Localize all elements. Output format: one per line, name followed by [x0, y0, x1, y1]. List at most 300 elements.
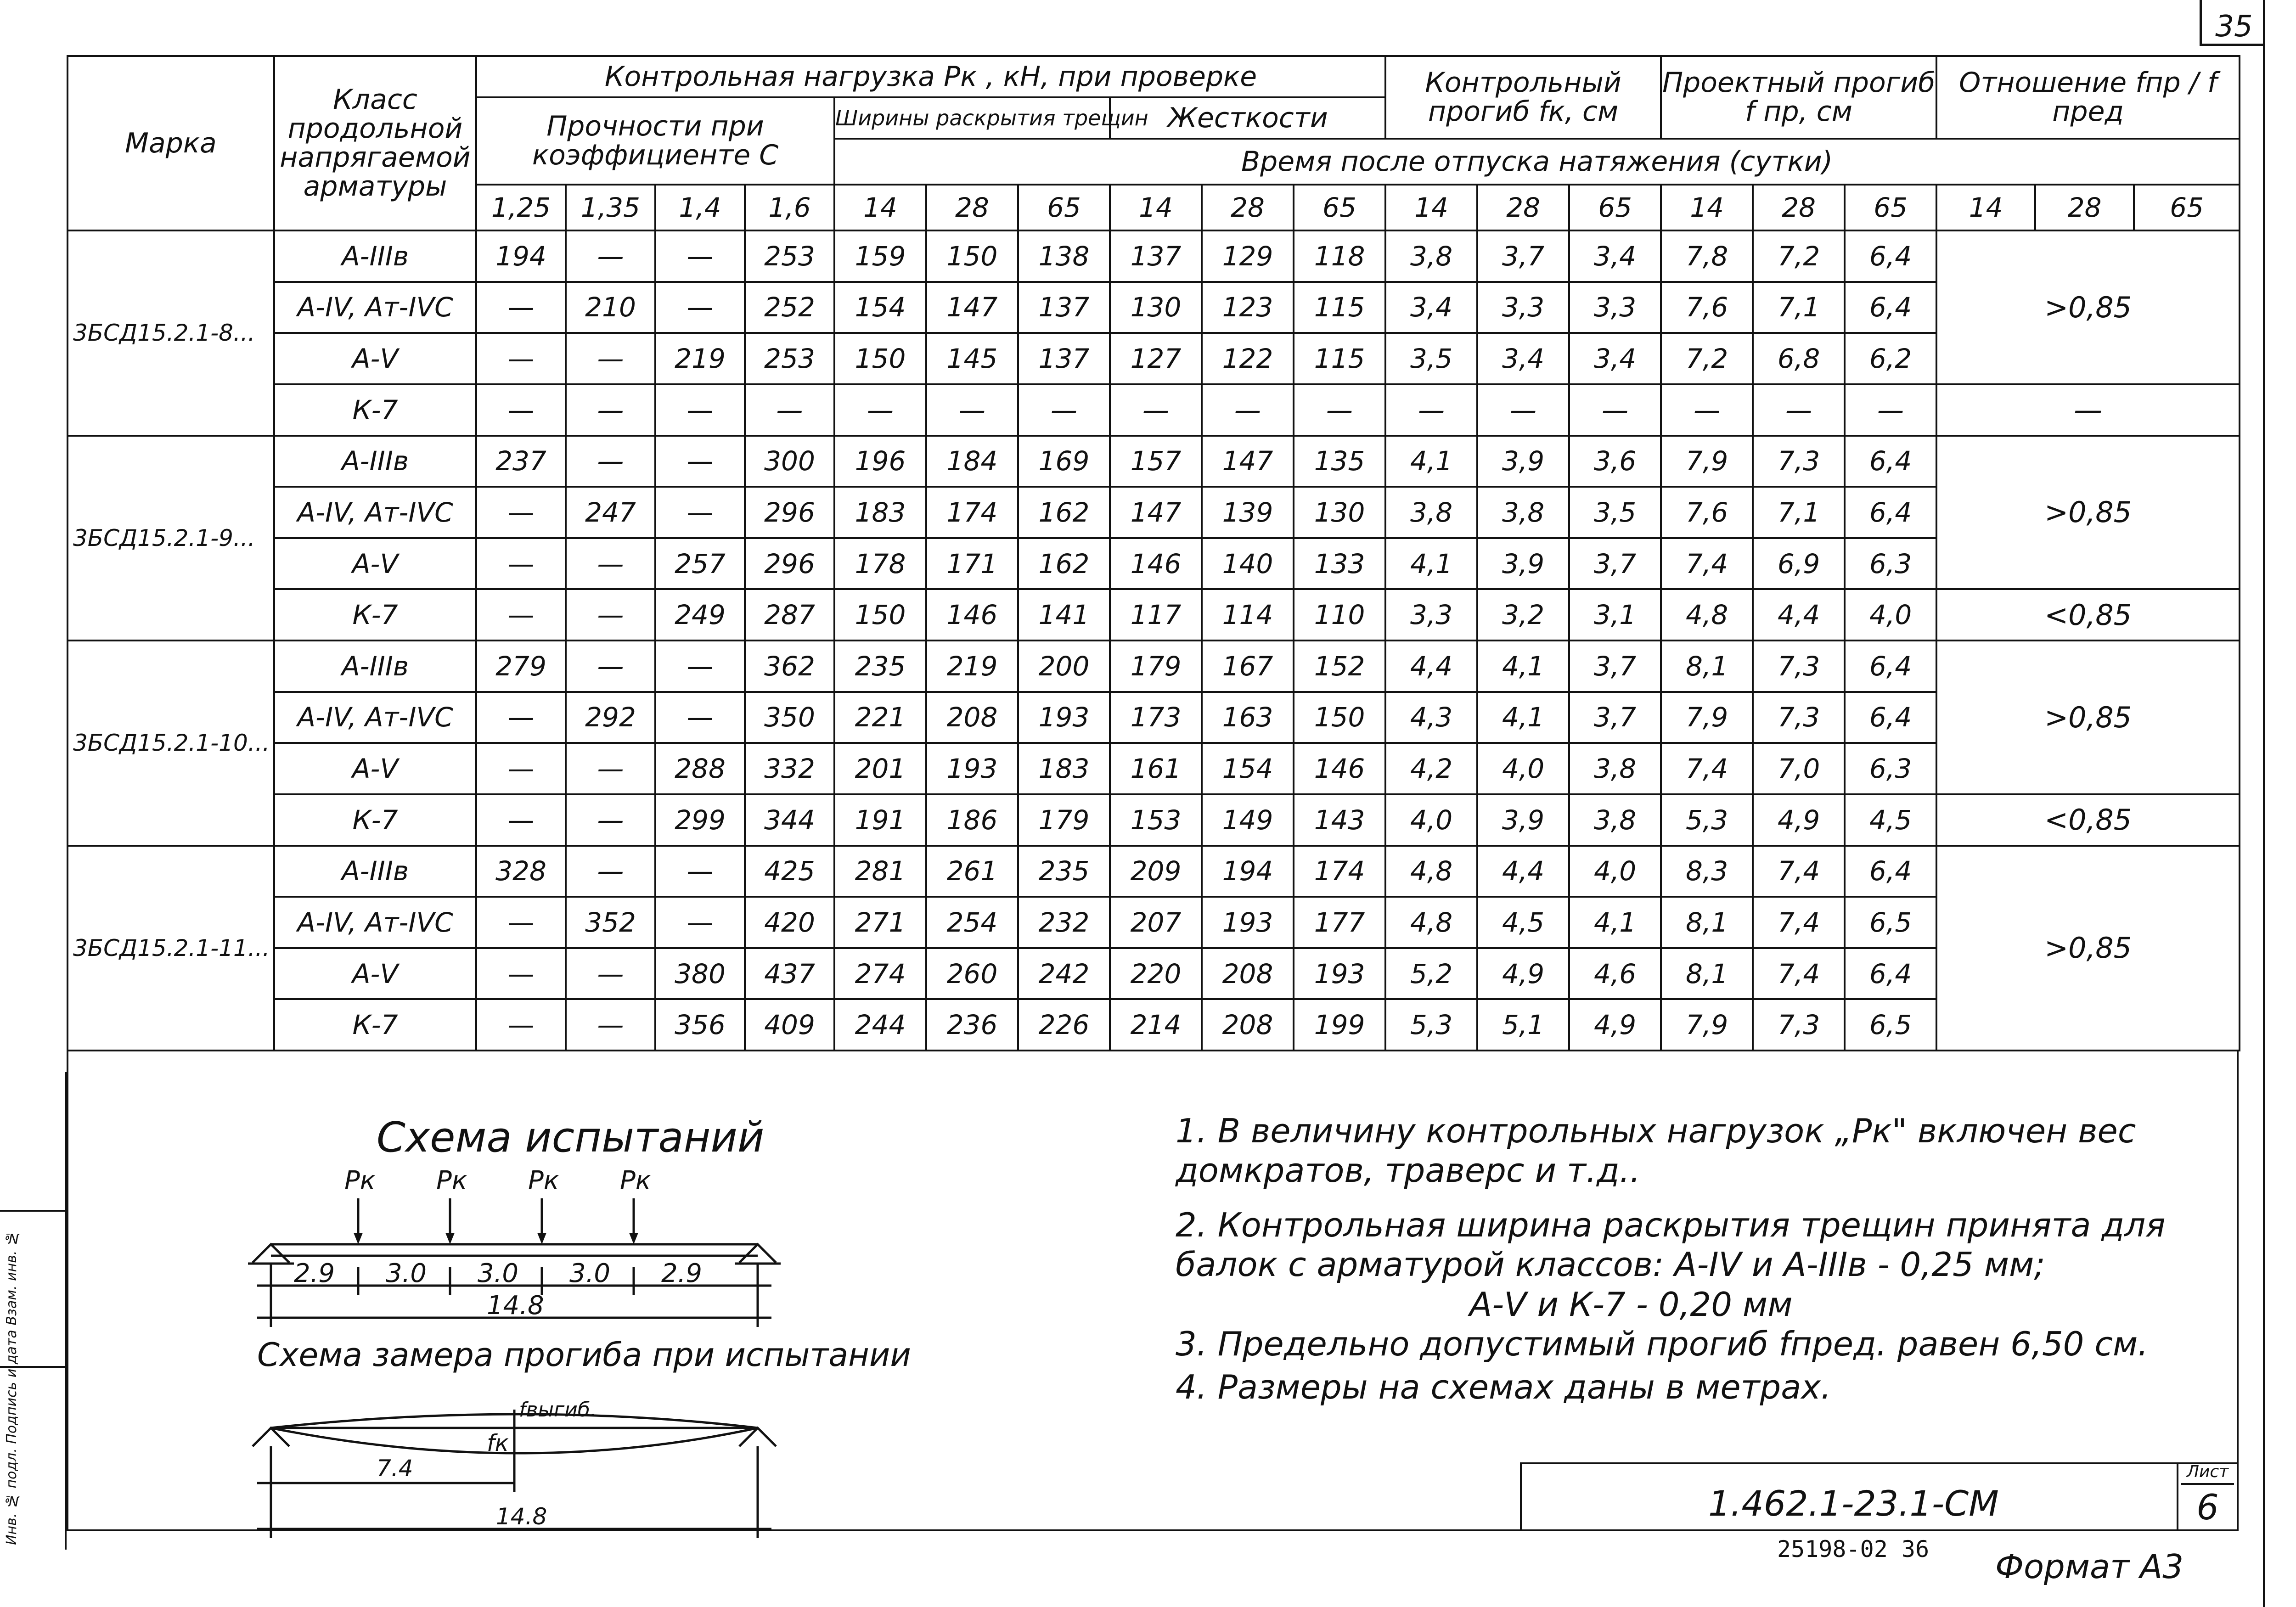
value-cell: 220	[1110, 948, 1202, 1000]
value-cell: 4,1	[1477, 692, 1569, 743]
value-cell: 3,3	[1569, 282, 1661, 333]
value-cell: —	[566, 230, 655, 282]
value-cell: —	[476, 794, 566, 846]
value-cell: 184	[926, 436, 1018, 487]
value-cell: 137	[1110, 230, 1202, 282]
value-cell: 173	[1110, 692, 1202, 743]
mark-cell: 3БСД15.2.1-8...	[68, 230, 274, 436]
day-value: 14	[1385, 185, 1477, 230]
value-cell: 7,2	[1753, 230, 1845, 282]
value-cell: 152	[1294, 641, 1385, 692]
mark-cell: 3БСД15.2.1-9...	[68, 436, 274, 641]
header-stiffness: Жесткости	[1110, 97, 1385, 139]
table-row	[68, 538, 2240, 590]
value-cell: 242	[1018, 948, 1110, 1000]
value-cell: 110	[1294, 589, 1385, 641]
value-cell: —	[566, 743, 655, 794]
value-cell: 380	[655, 948, 745, 1000]
value-cell: 362	[745, 641, 834, 692]
value-cell: 147	[1110, 487, 1202, 538]
value-cell: 4,6	[1569, 948, 1661, 1000]
value-cell: 194	[476, 230, 566, 282]
value-cell: 4,8	[1661, 589, 1753, 641]
value-cell: 146	[1110, 538, 1202, 590]
value-cell: 425	[745, 846, 834, 897]
value-cell: 5,3	[1661, 794, 1753, 846]
header-control-load: Контрольная нагрузка Pк , кН, при проверке	[476, 56, 1385, 97]
value-cell: —	[1202, 384, 1294, 436]
table-row	[68, 333, 2240, 384]
right-margin-rule	[2263, 0, 2265, 1607]
value-cell: 179	[1018, 794, 1110, 846]
value-cell: 7,8	[1661, 230, 1753, 282]
value-cell: —	[566, 384, 655, 436]
value-cell: 153	[1110, 794, 1202, 846]
value-cell: 221	[834, 692, 926, 743]
c-value: 1,25	[476, 185, 566, 230]
load-label: Pк	[344, 1166, 376, 1196]
ratio-cell: <0,85	[1936, 589, 2240, 641]
value-cell: 5,2	[1385, 948, 1477, 1000]
deflection-scheme-title: Схема замера прогиба при испытании	[257, 1336, 911, 1374]
value-cell: 208	[1202, 999, 1294, 1051]
note-1: 1. В величину контрольных нагрузок „Pк" включен вес домкратов, траверс и т.д..	[1176, 1112, 2136, 1190]
value-cell: 3,8	[1477, 487, 1569, 538]
value-cell: 4,0	[1477, 743, 1569, 794]
table-row	[68, 282, 2240, 333]
value-cell: 162	[1018, 538, 1110, 590]
value-cell: 292	[566, 692, 655, 743]
value-cell: 6,3	[1845, 743, 1936, 794]
value-cell: 3,4	[1477, 333, 1569, 384]
value-cell: 147	[1202, 436, 1294, 487]
value-cell: 296	[745, 538, 834, 590]
value-cell: 253	[745, 230, 834, 282]
value-cell: 118	[1294, 230, 1385, 282]
value-cell: 3,6	[1569, 436, 1661, 487]
scheme-title: Схема испытаний	[377, 1113, 765, 1162]
value-cell: 4,0	[1385, 794, 1477, 846]
value-cell: 154	[834, 282, 926, 333]
value-cell: —	[476, 538, 566, 590]
value-cell: 296	[745, 487, 834, 538]
table-row	[68, 487, 2240, 538]
value-cell: 288	[655, 743, 745, 794]
value-cell: 4,9	[1477, 948, 1569, 1000]
document-code: 1.462.1-23.1-СМ	[1708, 1483, 1999, 1524]
half-span-label: 7.4	[377, 1455, 413, 1482]
value-cell: 3,4	[1385, 282, 1477, 333]
value-cell: 6,8	[1753, 333, 1845, 384]
value-cell: 200	[1018, 641, 1110, 692]
value-cell: 4,3	[1385, 692, 1477, 743]
deflection-label: fк	[487, 1430, 509, 1456]
c-value: 1,4	[655, 185, 745, 230]
value-cell: —	[476, 384, 566, 436]
header-design-deflection: Проектный прогиб f пр, см	[1661, 56, 1936, 139]
table-row	[68, 999, 2240, 1051]
ratio-cell: >0,85	[1936, 436, 2240, 590]
value-cell: 261	[926, 846, 1018, 897]
value-cell: —	[1477, 384, 1569, 436]
value-cell: 3,5	[1385, 333, 1477, 384]
value-cell: 150	[834, 589, 926, 641]
value-cell: 150	[834, 333, 926, 384]
value-cell: 174	[1294, 846, 1385, 897]
value-cell: 3,4	[1569, 333, 1661, 384]
value-cell: 6,4	[1845, 436, 1936, 487]
value-cell: 7,3	[1753, 999, 1845, 1051]
support-right	[739, 1244, 776, 1263]
value-cell: 271	[834, 897, 926, 948]
value-cell: 193	[1018, 692, 1110, 743]
value-cell: —	[566, 846, 655, 897]
class-cell: А-V	[274, 948, 476, 1000]
value-cell: 3,8	[1569, 743, 1661, 794]
value-cell: 247	[566, 487, 655, 538]
support-left	[253, 1244, 289, 1263]
value-cell: 178	[834, 538, 926, 590]
class-cell: А-IIIв	[274, 230, 476, 282]
value-cell: —	[1294, 384, 1385, 436]
note-2: 2. Контрольная ширина раскрытия трещин принята для балок с арматурой классов: А-IV и А-IIIв - 0,25 мм;	[1176, 1205, 2166, 1284]
header-crack-width: Ширины раскрытия трещин	[834, 97, 1110, 139]
page-number: 35	[2215, 10, 2253, 44]
value-cell: —	[1110, 384, 1202, 436]
value-cell: 6,5	[1845, 897, 1936, 948]
day-value: 65	[2134, 185, 2240, 230]
value-cell: 7,4	[1753, 846, 1845, 897]
value-cell: 254	[926, 897, 1018, 948]
value-cell: 235	[834, 641, 926, 692]
value-cell: 420	[745, 897, 834, 948]
class-cell: А-IIIв	[274, 846, 476, 897]
value-cell: 4,8	[1385, 897, 1477, 948]
value-cell: —	[655, 487, 745, 538]
value-cell: 350	[745, 692, 834, 743]
value-cell: 257	[655, 538, 745, 590]
value-cell: 130	[1110, 282, 1202, 333]
value-cell: 214	[1110, 999, 1202, 1051]
value-cell: 6,2	[1845, 333, 1936, 384]
table-row	[68, 846, 2240, 897]
value-cell: 7,6	[1661, 487, 1753, 538]
value-cell: —	[655, 230, 745, 282]
value-cell: 4,9	[1569, 999, 1661, 1051]
ratio-cell: >0,85	[1936, 230, 2240, 384]
value-cell: 6,4	[1845, 692, 1936, 743]
value-cell: —	[476, 692, 566, 743]
value-cell: 115	[1294, 282, 1385, 333]
value-cell: 4,8	[1385, 846, 1477, 897]
value-cell: 162	[1018, 487, 1110, 538]
value-cell: —	[476, 487, 566, 538]
day-value: 28	[1202, 185, 1294, 230]
ratio-cell: <0,85	[1936, 794, 2240, 846]
value-cell: 7,9	[1661, 436, 1753, 487]
value-cell: 3,8	[1569, 794, 1661, 846]
value-cell: 3,4	[1569, 230, 1661, 282]
value-cell: 6,5	[1845, 999, 1936, 1051]
value-cell: 150	[1294, 692, 1385, 743]
note-4: 4. Размеры на схемах даны в метрах.	[1176, 1368, 1831, 1407]
value-cell: —	[926, 384, 1018, 436]
value-cell: 3,9	[1477, 436, 1569, 487]
value-cell: 4,1	[1385, 538, 1477, 590]
table-row	[68, 897, 2240, 948]
span-label: 2.9	[294, 1259, 335, 1288]
value-cell: 3,7	[1569, 641, 1661, 692]
header-control-deflection: Контрольный прогиб fк, см	[1385, 56, 1661, 139]
value-cell: 3,3	[1385, 589, 1477, 641]
value-cell: 8,3	[1661, 846, 1753, 897]
value-cell: —	[566, 999, 655, 1051]
value-cell: 201	[834, 743, 926, 794]
value-cell: 287	[745, 589, 834, 641]
value-cell: 4,4	[1385, 641, 1477, 692]
value-cell: —	[566, 948, 655, 1000]
value-cell: 244	[834, 999, 926, 1051]
c-value: 1,35	[566, 185, 655, 230]
value-cell: 253	[745, 333, 834, 384]
value-cell: 208	[1202, 948, 1294, 1000]
value-cell: 4,2	[1385, 743, 1477, 794]
span-label: 3.0	[386, 1259, 427, 1288]
value-cell: 7,6	[1661, 282, 1753, 333]
value-cell: 209	[1110, 846, 1202, 897]
value-cell: —	[566, 436, 655, 487]
total-span-label: 14.8	[487, 1291, 544, 1320]
value-cell: 174	[926, 487, 1018, 538]
value-cell: 4,5	[1477, 897, 1569, 948]
value-cell: —	[476, 897, 566, 948]
value-cell: 249	[655, 589, 745, 641]
value-cell: 5,3	[1385, 999, 1477, 1051]
header-mark: Марка	[68, 56, 274, 230]
day-value: 28	[1753, 185, 1845, 230]
value-cell: 115	[1294, 333, 1385, 384]
bulge-label: fвыгиб.	[519, 1398, 597, 1422]
c-value: 1,6	[745, 185, 834, 230]
day-value: 28	[926, 185, 1018, 230]
value-cell: 7,2	[1661, 333, 1753, 384]
value-cell: —	[476, 589, 566, 641]
mark-cell: 3БСД15.2.1-10...	[68, 641, 274, 846]
value-cell: —	[1661, 384, 1753, 436]
table-row	[68, 743, 2240, 794]
table-row	[68, 641, 2240, 692]
day-value: 14	[1936, 185, 2035, 230]
value-cell: 7,4	[1753, 897, 1845, 948]
value-cell: 133	[1294, 538, 1385, 590]
value-cell: 210	[566, 282, 655, 333]
value-cell: 344	[745, 794, 834, 846]
value-cell: 140	[1202, 538, 1294, 590]
class-cell: А-IV, Ат-IVС	[274, 692, 476, 743]
value-cell: 171	[926, 538, 1018, 590]
value-cell: 219	[655, 333, 745, 384]
load-label: Pк	[620, 1166, 651, 1196]
total-span-label: 14.8	[496, 1503, 547, 1530]
value-cell: 6,4	[1845, 641, 1936, 692]
value-cell: —	[655, 692, 745, 743]
value-cell: 183	[834, 487, 926, 538]
value-cell: 177	[1294, 897, 1385, 948]
header-strength: Прочности при коэффициенте C	[476, 97, 834, 185]
value-cell: 7,1	[1753, 282, 1845, 333]
value-cell: —	[476, 333, 566, 384]
value-cell: —	[745, 384, 834, 436]
class-cell: А-IIIв	[274, 436, 476, 487]
value-cell: —	[1569, 384, 1661, 436]
class-cell: К-7	[274, 589, 476, 641]
value-cell: 226	[1018, 999, 1110, 1051]
value-cell: —	[566, 333, 655, 384]
value-cell: 137	[1018, 282, 1110, 333]
value-cell: 232	[1018, 897, 1110, 948]
value-cell: 161	[1110, 743, 1202, 794]
day-value: 65	[1294, 185, 1385, 230]
header-time-after-release: Время после отпуска натяжения (сутки)	[834, 139, 2240, 185]
value-cell: 3,8	[1385, 487, 1477, 538]
arrow-head	[445, 1233, 455, 1244]
value-cell: 7,4	[1753, 948, 1845, 1000]
spec-table	[67, 55, 2240, 1051]
value-cell: 4,4	[1477, 846, 1569, 897]
value-cell: 219	[926, 641, 1018, 692]
day-value: 28	[2035, 185, 2134, 230]
value-cell: 3,8	[1385, 230, 1477, 282]
stamp-text: Инв. № подл. Подпись и дата Взам. инв. №	[4, 1230, 20, 1545]
table-row	[68, 384, 2240, 436]
value-cell: 4,1	[1385, 436, 1477, 487]
value-cell: 143	[1294, 794, 1385, 846]
value-cell: 193	[1294, 948, 1385, 1000]
table-row	[68, 230, 2240, 282]
value-cell: 3,9	[1477, 794, 1569, 846]
day-value: 65	[1018, 185, 1110, 230]
table-row	[68, 948, 2240, 1000]
day-value: 14	[1110, 185, 1202, 230]
value-cell: 183	[1018, 743, 1110, 794]
day-value: 28	[1477, 185, 1569, 230]
value-cell: 352	[566, 897, 655, 948]
value-cell: 4,0	[1845, 589, 1936, 641]
value-cell: —	[566, 794, 655, 846]
value-cell: 7,3	[1753, 436, 1845, 487]
class-cell: К-7	[274, 999, 476, 1051]
value-cell: 4,0	[1569, 846, 1661, 897]
value-cell: 6,4	[1845, 230, 1936, 282]
header-ratio: Отношение fпр / f пред	[1936, 56, 2240, 139]
value-cell: 7,4	[1661, 538, 1753, 590]
value-cell: 3,1	[1569, 589, 1661, 641]
value-cell: 252	[745, 282, 834, 333]
table-row	[68, 436, 2240, 487]
mark-cell: 3БСД15.2.1-11...	[68, 846, 274, 1051]
value-cell: 208	[926, 692, 1018, 743]
value-cell: —	[476, 948, 566, 1000]
value-cell: 4,1	[1477, 641, 1569, 692]
value-cell: 145	[926, 333, 1018, 384]
value-cell: —	[476, 743, 566, 794]
value-cell: 3,5	[1569, 487, 1661, 538]
value-cell: 146	[1294, 743, 1385, 794]
value-cell: 135	[1294, 436, 1385, 487]
value-cell: 274	[834, 948, 926, 1000]
value-cell: 167	[1202, 641, 1294, 692]
value-cell: 193	[1202, 897, 1294, 948]
value-cell: 409	[745, 999, 834, 1051]
value-cell: 186	[926, 794, 1018, 846]
value-cell: 7,9	[1661, 999, 1753, 1051]
value-cell: 137	[1018, 333, 1110, 384]
arrow-head	[537, 1233, 546, 1244]
value-cell: 141	[1018, 589, 1110, 641]
note-2-sub: А-V и К-7 - 0,20 мм	[1469, 1285, 1793, 1324]
value-cell: 4,4	[1753, 589, 1845, 641]
value-cell: 3,9	[1477, 538, 1569, 590]
table-row	[68, 589, 2240, 641]
day-value: 65	[1845, 185, 1936, 230]
format-label: Формат А3	[1995, 1547, 2184, 1586]
value-cell: —	[655, 282, 745, 333]
value-cell: —	[655, 641, 745, 692]
value-cell: —	[655, 897, 745, 948]
ratio-cell: —	[1936, 384, 2240, 436]
value-cell: 332	[745, 743, 834, 794]
value-cell: 149	[1202, 794, 1294, 846]
ratio-cell: >0,85	[1936, 641, 2240, 794]
value-cell: 237	[476, 436, 566, 487]
value-cell: 7,0	[1753, 743, 1845, 794]
value-cell: 154	[1202, 743, 1294, 794]
value-cell: 3,7	[1569, 538, 1661, 590]
value-cell: —	[834, 384, 926, 436]
value-cell: 235	[1018, 846, 1110, 897]
notes	[1176, 1111, 2232, 1422]
arrow-head	[629, 1233, 638, 1244]
span-label: 3.0	[478, 1259, 519, 1288]
value-cell: 3,7	[1569, 692, 1661, 743]
value-cell: 159	[834, 230, 926, 282]
note-3: 3. Предельно допустимый прогиб fпред. равен 6,50 см.	[1176, 1324, 2149, 1363]
table-row	[68, 794, 2240, 846]
value-cell: 6,4	[1845, 282, 1936, 333]
value-cell: 7,3	[1753, 641, 1845, 692]
load-label: Pк	[528, 1166, 559, 1196]
value-cell: 3,7	[1477, 230, 1569, 282]
table-row	[68, 692, 2240, 743]
day-value: 65	[1569, 185, 1661, 230]
value-cell: 7,1	[1753, 487, 1845, 538]
value-cell: 8,1	[1661, 897, 1753, 948]
value-cell: 3,2	[1477, 589, 1569, 641]
value-cell: 122	[1202, 333, 1294, 384]
value-cell: 199	[1294, 999, 1385, 1051]
deflection-scheme-drawing	[239, 1391, 836, 1543]
value-cell: —	[1753, 384, 1845, 436]
load-label: Pк	[436, 1166, 467, 1196]
value-cell: 129	[1202, 230, 1294, 282]
class-cell: А-IV, Ат-IVС	[274, 282, 476, 333]
header-class: Класс продольной напрягаемой арматуры	[274, 56, 476, 230]
value-cell: 6,3	[1845, 538, 1936, 590]
value-cell: 7,3	[1753, 692, 1845, 743]
value-cell: 147	[926, 282, 1018, 333]
value-cell: 138	[1018, 230, 1110, 282]
value-cell: 4,5	[1845, 794, 1936, 846]
